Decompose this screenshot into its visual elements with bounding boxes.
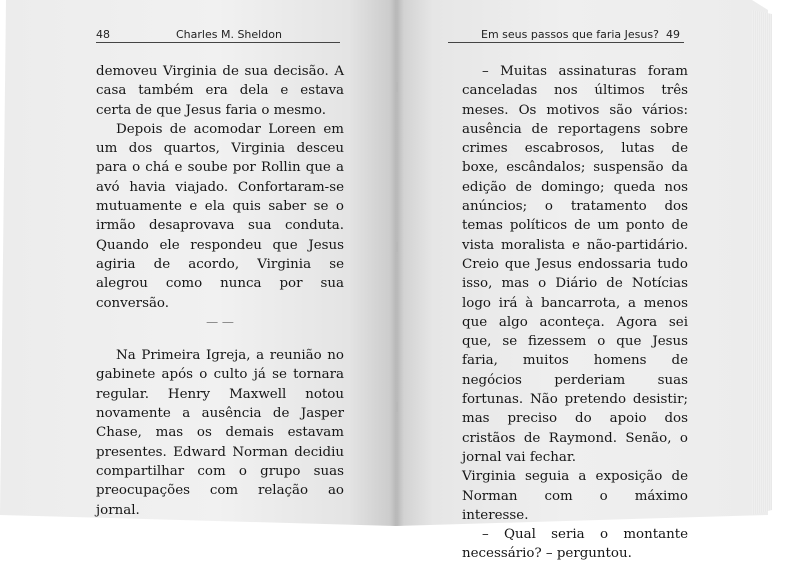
right-page-number: 49 xyxy=(666,28,680,41)
paragraph: – Muitas assinaturas foram canceladas nos últimos três meses. Os motivos são vários: ausência de reportagens sobre crimes escabrosos, lutas de boxe, escândalos; suspensão da edição de domingo; queda nos anúncios; o tratamento dos temas políticos de um ponto de vista moralista e não-partidário. Creio que Jesus endossaria tudo isso, mas o Diário de Notícias logo irá à bancarrota, a menos que algo aconteça. Agora sei que, se fizessem o que Jesus faria, muitos homens de negócios perderiam suas fortunas. Não pretendo desistir; mas preciso do apoio dos cristãos de Raymond. Senão, o jornal vai fechar. xyxy=(462,64,688,465)
right-page-body xyxy=(462,62,688,564)
left-page-number: 48 xyxy=(96,28,110,41)
paragraph: Virginia seguia a exposição de Norman com o máximo interesse. xyxy=(462,469,688,523)
paragraph: demoveu Virginia de sua decisão. A casa também era dela e estava certa de que Jesus faria o mesmo. xyxy=(96,64,344,118)
paragraph: Depois de acomodar Loreen em um dos quartos, Virginia desceu para o chá e soube por Rollin que a avó havia viajado. Confortaram-se mutuamente e ela quis saber se o irmão desaprovava sua conduta. Quando ele respondeu que Jesus agiria de acordo, Virginia se alegrou como nunca por sua conversão. xyxy=(96,121,344,311)
left-header-rule xyxy=(96,42,340,43)
left-running-head: Charles M. Sheldon xyxy=(176,28,282,41)
right-running-head: Em seus passos que faria Jesus? xyxy=(481,28,659,41)
paragraph: Na Primeira Igreja, a reunião no gabinete após o culto já se tornara regular. Henry Maxwell notou novamente a ausência de Jasper Chase, mas os demais estavam presentes. Edward Norman decidiu compartilhar com o grupo suas preocupações com relação ao jornal. xyxy=(96,348,344,518)
page-edges xyxy=(752,10,800,515)
paragraph: – Qual seria o montante necessário? – perguntou. xyxy=(462,527,688,562)
book-gutter xyxy=(390,0,404,526)
left-page-body xyxy=(96,62,344,520)
binding-stitch xyxy=(396,242,398,252)
right-header-rule xyxy=(448,42,684,43)
section-break: — — xyxy=(206,314,234,329)
binding-stitch xyxy=(396,82,398,92)
binding-stitch xyxy=(396,402,398,412)
